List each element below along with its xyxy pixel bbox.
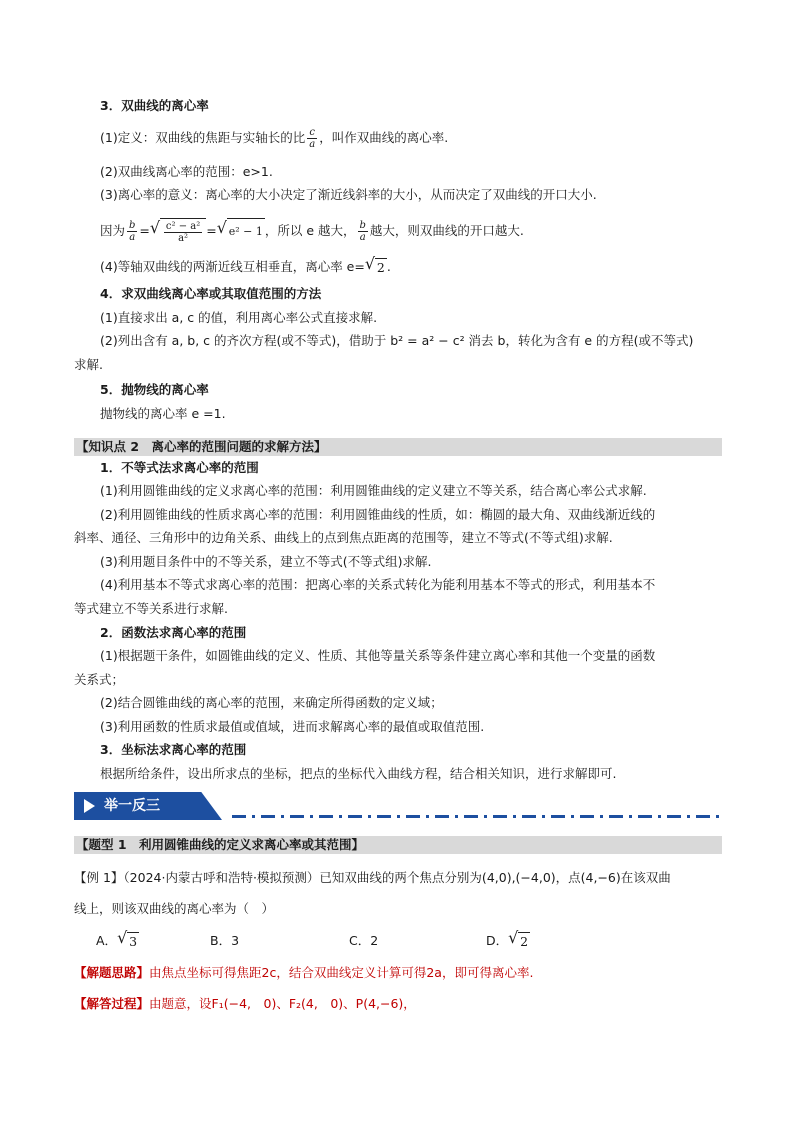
hint-text: 由焦点坐标可得焦距2c，结合双曲线定义计算可得2a，即可得离心率. [149,965,534,980]
topic-1-banner [74,836,722,854]
fraction-numerator: b [359,220,366,231]
sqrt-e: √ e² − 1 [217,218,265,245]
equilateral-line [100,254,391,277]
parabola-line: 抛物线的离心率 e =1. [100,406,226,421]
option-b: B．3 [210,933,240,948]
equals-sign: = [139,223,150,238]
method-1-line: (1)直接求出 a, c 的值，利用离心率公式直接求解. [100,310,378,325]
option-a-label: A． [96,933,118,948]
b-over-a-fraction [358,220,368,243]
inequality-method-4: (4)利用基本不等式求离心率的范围：把离心率的关系式转化为能利用基本不等式的形式，利用基本不 [100,577,656,592]
b-over-a-fraction [127,220,137,243]
dashed-divider [232,815,720,818]
definition-suffix: ，叫作双曲线的离心率. [319,130,449,145]
section-banner [74,792,214,820]
period: . [386,259,391,274]
solution-label: 【解答过程】 [74,996,150,1011]
fraction-denominator: a [129,232,136,243]
sqrt-fraction: √ $\frac{\text{c² − a²}}{\text{a²}}$ [150,218,206,245]
section-5-heading: 5．抛物线的离心率 [100,382,209,397]
hint-line [74,964,533,982]
equilateral-text: (4)等轴双曲线的两渐近线互相垂直，离心率 e= [100,259,365,274]
option-a [96,928,139,951]
function-method-1-continued: 关系式； [74,672,125,687]
function-method-1: (1)根据题干条件，如圆锥曲线的定义、性质、其他等量关系等条件建立离心率和其他一个变量的函数 [100,648,656,663]
inequality-method-2: (2)利用圆锥曲线的性质求离心率的范围：利用圆锥曲线的性质，如：椭圆的最大角、双曲线渐近线的 [100,507,656,522]
formula-line [100,218,524,245]
radicand: 2 [376,260,385,275]
equals-sign: = [206,223,217,238]
section-banner-label: 举一反三 [104,798,160,814]
so-text: ，所以 e 越大， [264,223,356,238]
knowledge-point-2-banner [74,438,722,456]
play-arrow-icon [84,799,95,813]
radicand: 2 [520,934,529,949]
coordinate-method-heading: 3．坐标法求离心率的范围 [100,742,247,757]
example-1-question: 【例 1】（2024·内蒙古呼和浩特·模拟预测）已知双曲线的两个焦点分别为(4,0),(−4,0)，点(4,−6)在该双曲 [74,870,671,885]
function-method-2: (2)结合圆锥曲线的离心率的范围，来确定所得函数的定义域； [100,695,443,710]
inequality-method-3: (3)利用题目条件中的不等关系，建立不等式(不等式组)求解. [100,554,432,569]
section-4-heading: 4．求双曲线离心率或其取值范围的方法 [100,286,322,301]
solution-line [74,995,416,1013]
fraction-denominator: a² [178,233,189,244]
c-over-a-fraction [307,127,317,150]
method-2-continued: 求解. [74,357,103,372]
inequality-method-1: (1)利用圆锥曲线的定义求离心率的范围：利用圆锥曲线的定义建立不等关系，结合离心率公式求解. [100,483,647,498]
radicand-fraction [164,221,202,244]
option-d-label: D． [486,933,509,948]
inequality-method-2-continued: 斜率、通径、三角形中的边角关系、曲线上的点到焦点距离的范围等，建立不等式(不等式组)求解. [74,530,613,545]
radicand: 3 [129,934,138,949]
sqrt-2: √ 2 [364,254,385,275]
definition-text: (1)定义：双曲线的焦距与实轴长的比 [100,130,306,145]
hint-label: 【解题思路】 [74,965,150,980]
topic-1-title: 【题型 1 利用圆锥曲线的定义求离心率或其范围】 [76,837,365,852]
fraction-numerator: c [309,127,315,138]
coordinate-method-text: 根据所给条件，设出所求点的坐标，把点的坐标代入曲线方程，结合相关知识，进行求解即可. [100,766,617,781]
fraction-numerator: c² − a² [165,221,201,232]
knowledge-point-2-title: 【知识点 2 离心率的范围问题的求解方法】 [76,439,327,454]
function-method-3: (3)利用函数的性质求最值或值域，进而求解离心率的最值或取值范围. [100,719,485,734]
section-3-heading: 3．双曲线的离心率 [100,98,209,113]
inequality-method-heading: 1．不等式法求离心率的范围 [100,460,259,475]
solution-text: 由题意，设F₁(−4, 0)、F₂(4, 0)、P(4,−6)， [149,996,416,1011]
fraction-numerator: b [129,220,136,231]
radicand: e² − 1 [227,218,265,245]
meaning-line: (3)离心率的意义：离心率的大小决定了渐近线斜率的大小，从而决定了双曲线的开口大小. [100,187,597,202]
definition-line [100,127,448,150]
because-text: 因为 [100,223,126,238]
method-2-line: (2)列出含有 a, b, c 的齐次方程(或不等式)，借助于 b² = a² − c² 消去 b，转化为含有 e 的方程(或不等式) [100,333,694,348]
function-method-heading: 2．函数法求离心率的范围 [100,625,247,640]
option-d [486,928,530,951]
fraction-denominator: a [309,139,316,150]
example-1-question-continued: 线上，则该双曲线的离心率为（ ） [74,901,275,916]
inequality-method-4-continued: 等式建立不等关系进行求解. [74,601,228,616]
fraction-denominator: a [359,232,366,243]
bigger-text: 越大，则双曲线的开口越大. [369,223,524,238]
option-c: C．2 [349,933,379,948]
sqrt-2: √ 2 [508,928,529,949]
sqrt-3: √ 3 [117,928,138,949]
range-line: (2)双曲线离心率的范围：e>1. [100,164,273,179]
